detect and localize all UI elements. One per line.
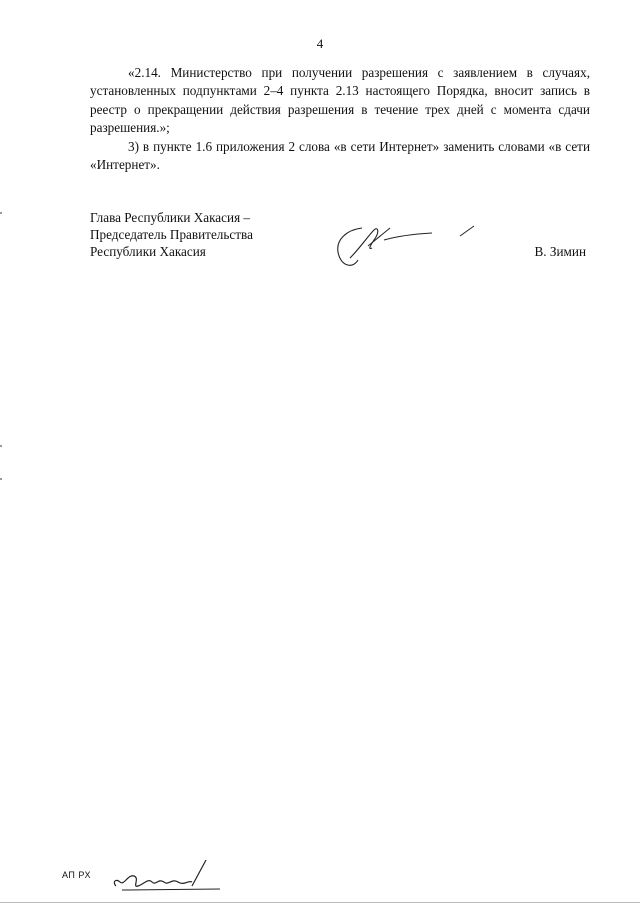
signatory-title-line: Глава Республики Хакасия – — [90, 210, 251, 225]
footer-initials-signature — [108, 856, 223, 896]
footer-stamp: АП РХ — [62, 870, 91, 880]
scan-edge-mark — [0, 212, 2, 214]
signatory-block — [90, 209, 253, 260]
signer-name: В. Зимин — [534, 244, 586, 259]
signatory-title-line: Республики Хакасия — [90, 244, 206, 259]
scan-edge-mark — [0, 478, 2, 480]
scan-edge-mark — [0, 445, 2, 447]
handwritten-signature — [328, 210, 488, 275]
scan-bottom-edge — [0, 902, 640, 903]
paragraph-item-3: 3) в пункте 1.6 приложения 2 слова «в сети Интернет» заменить словами «в сети «Интернет». — [90, 138, 590, 173]
page-number: 4 — [316, 36, 324, 51]
document-body — [90, 64, 590, 174]
paragraph-2-14: «2.14. Министерство при получении разрешения с заявлением в случаях, установленных подпунктами 2–4 пункта 2.13 настоящего Порядка, вносит запись в реестр о прекращении действия разрешения в течение трех дней с момента сдачи разрешения.»; — [90, 65, 590, 136]
signatory-title-line: Председатель Правительства — [90, 227, 253, 242]
